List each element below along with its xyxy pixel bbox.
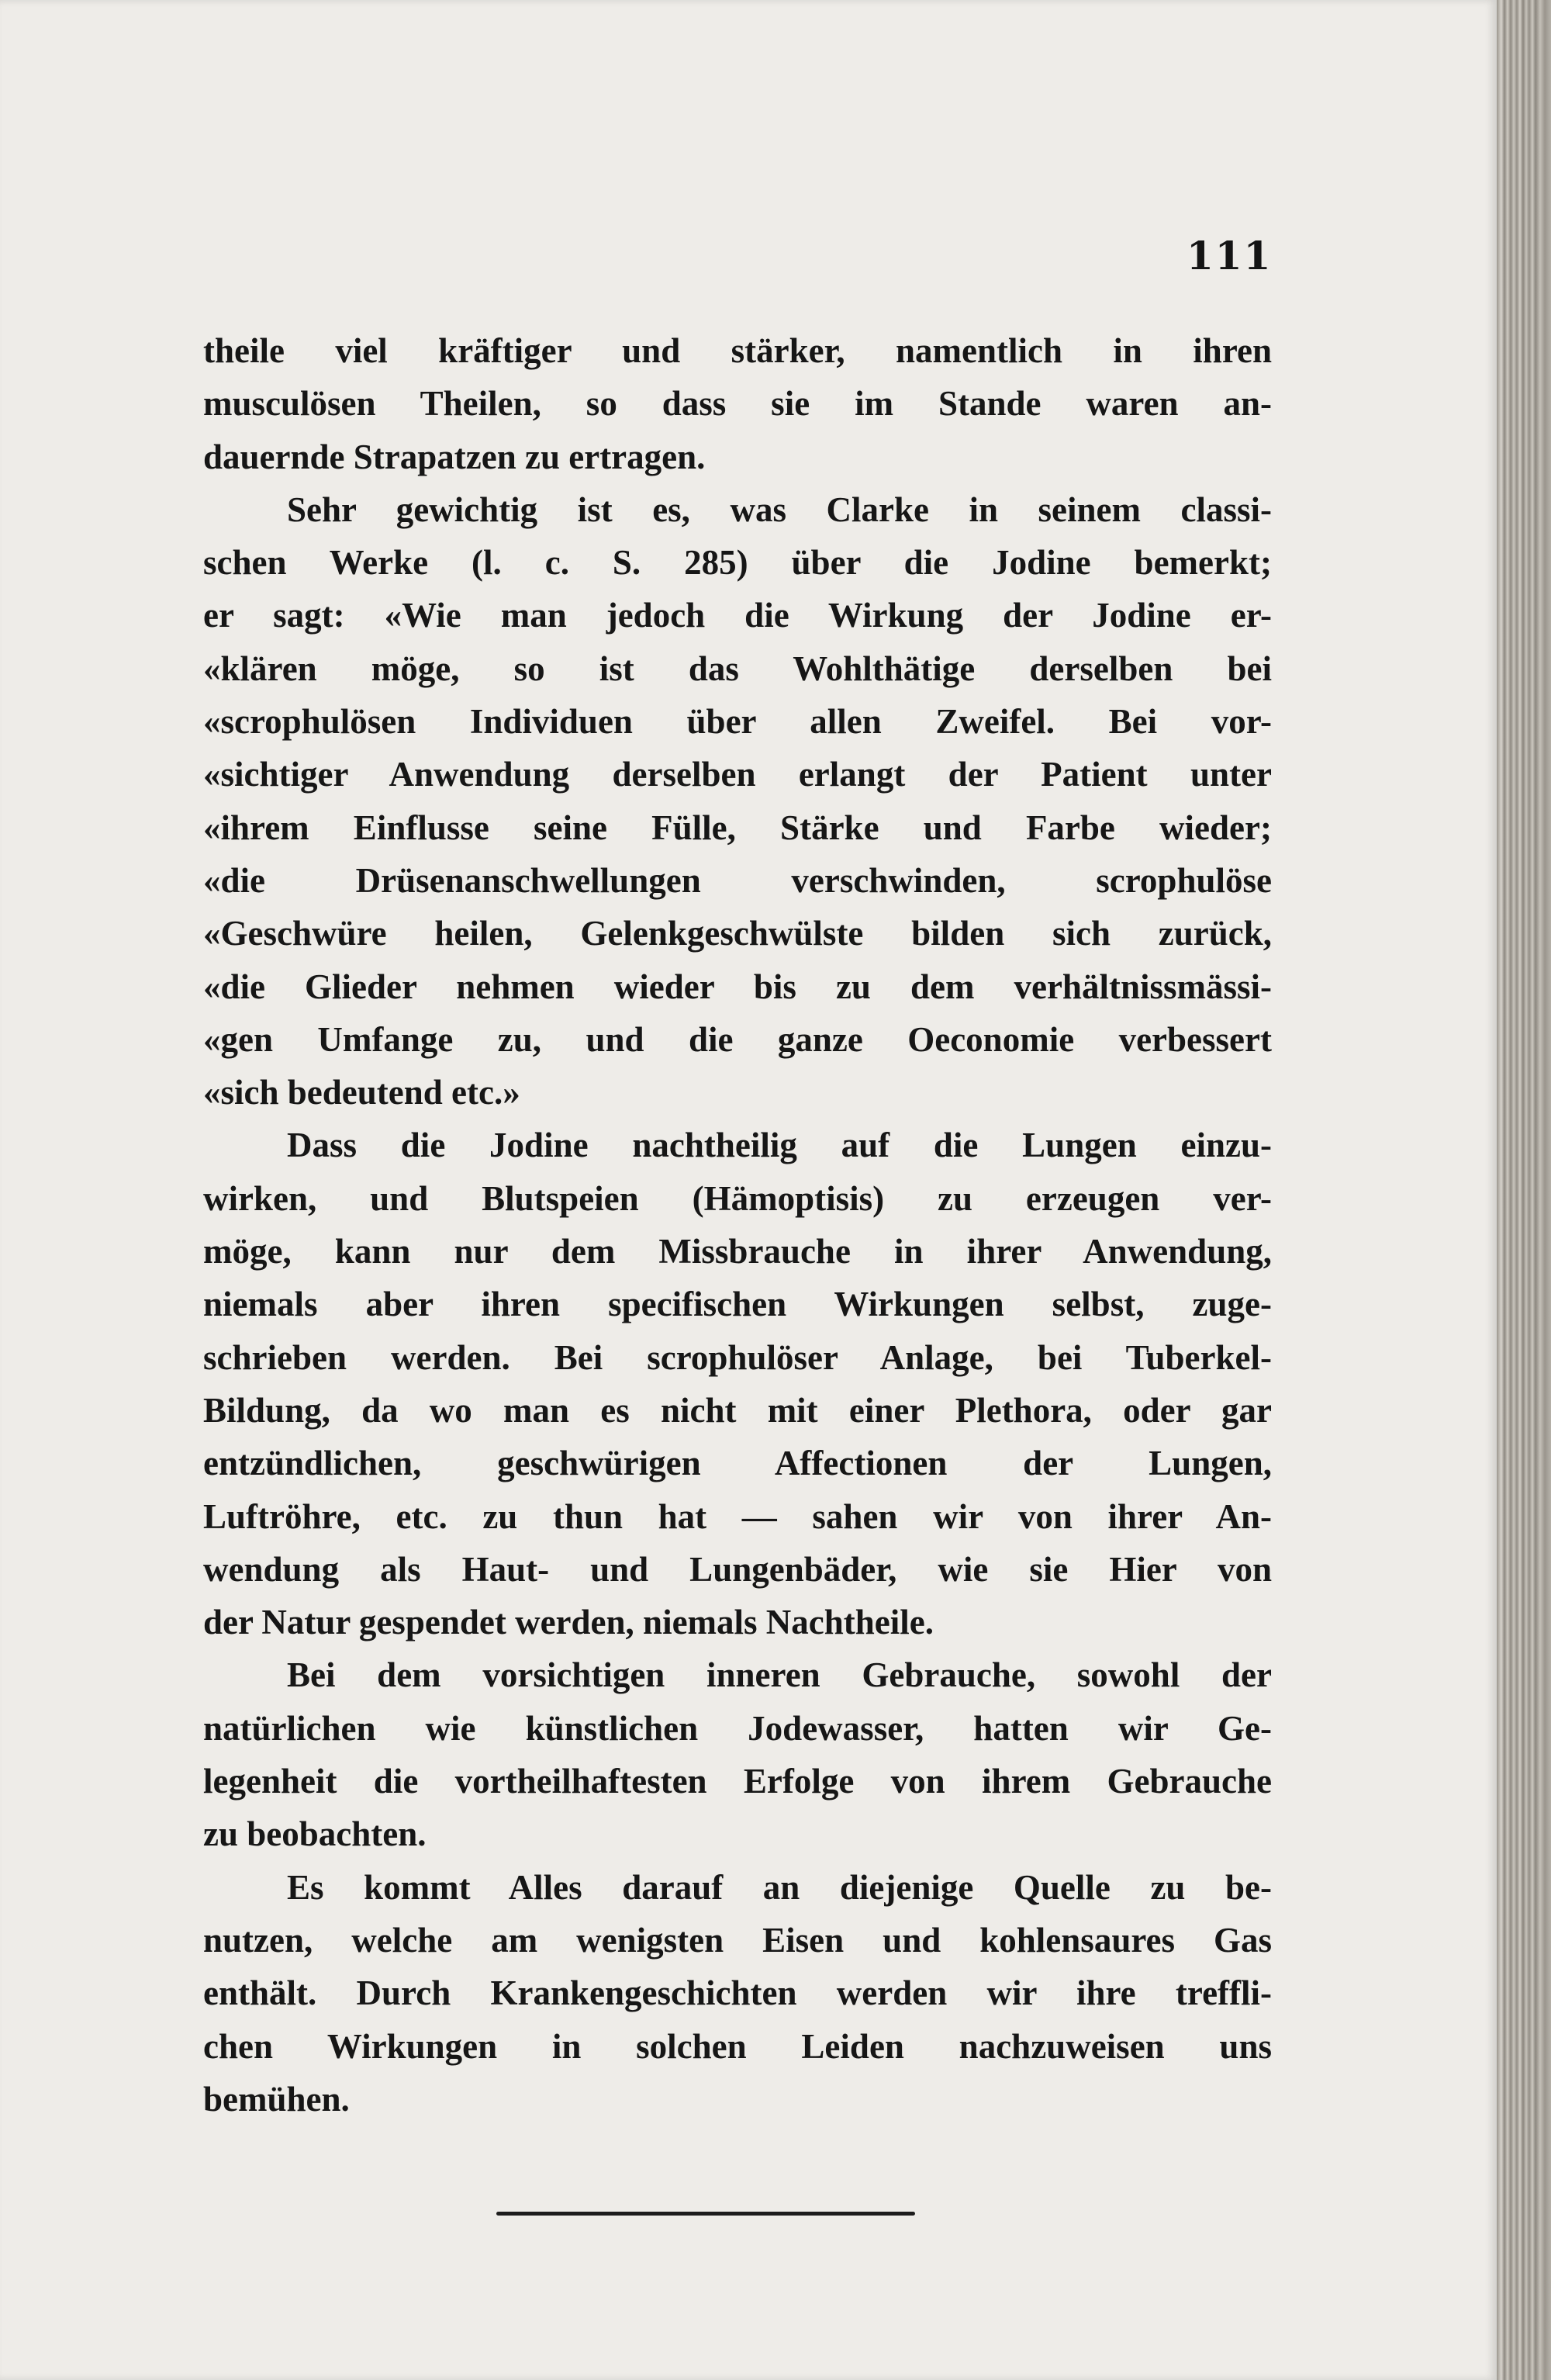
text-line: nutzen, welche am wenigsten Eisen und kohlensaures Gas: [203, 1920, 1272, 1960]
text-line: «sich bedeutend etc.»: [203, 1073, 520, 1112]
text-line: dauernde Strapatzen zu ertragen.: [203, 437, 706, 476]
text-line: er sagt: «Wie man jedoch die Wirkung der Jodine er-: [203, 596, 1272, 635]
text-line: Sehr gewichtig ist es, was Clarke in seinem classi-: [287, 489, 1272, 529]
book-edge: [1497, 0, 1551, 2380]
text-line: «klären möge, so ist das Wohlthätige derselben bei: [203, 649, 1272, 688]
text-line: der Natur gespendet werden, niemals Nachtheile.: [203, 1603, 934, 1642]
text-line: wirken, und Blutspeien (Hämoptisis) zu erzeugen ver-: [203, 1178, 1272, 1218]
closing-rule: [496, 2212, 915, 2216]
text-line: bemühen.: [203, 2079, 350, 2119]
text-line: entzündlichen, geschwürigen Affectionen der Lungen,: [203, 1444, 1272, 1483]
text-line: schrieben werden. Bei scrophulöser Anlage, bei Tuberkel-: [203, 1337, 1272, 1377]
text-line: «die Drüsenanschwellungen verschwinden, scrophulöse: [203, 860, 1272, 900]
text-line: Luftröhre, etc. zu thun hat — sahen wir von ihrer An-: [203, 1496, 1272, 1536]
text-line: schen Werke (l. c. S. 285) über die Jodine bemerkt;: [203, 543, 1272, 583]
text-line: «ihrem Einflusse seine Fülle, Stärke und Farbe wieder;: [203, 808, 1272, 847]
text-line: «scrophulösen Individuen über allen Zweifel. Bei vor-: [203, 702, 1272, 742]
text-line: musculösen Theilen, so dass sie im Stande waren an-: [203, 384, 1272, 424]
text-line: zu beobachten.: [203, 1814, 427, 1854]
text-line: möge, kann nur dem Missbrauche in ihrer Anwendung,: [203, 1232, 1272, 1271]
text-line: «sichtiger Anwendung derselben erlangt der Patient unter: [203, 755, 1272, 794]
text-line: legenheit die vortheilhaftesten Erfolge von ihrem Gebrauche: [203, 1762, 1272, 1801]
text-line: «die Glieder nehmen wieder bis zu dem verhältnissmässi-: [203, 967, 1272, 1006]
page-number: 111: [1187, 233, 1273, 278]
text-line: Bei dem vorsichtigen inneren Gebrauche, sowohl der: [287, 1655, 1272, 1695]
text-line: theile viel kräftiger und stärker, namentlich in ihren: [203, 331, 1272, 370]
text-line: enthält. Durch Krankengeschichten werden wir ihre treffli-: [203, 1974, 1272, 2013]
text-line: Bildung, da wo man es nicht mit einer Plethora, oder gar: [203, 1390, 1272, 1430]
text-line: wendung als Haut- und Lungenbäder, wie sie Hier von: [203, 1549, 1272, 1589]
text-line: chen Wirkungen in solchen Leiden nachzuweisen uns: [203, 2026, 1272, 2066]
text-line: Dass die Jodine nachtheilig auf die Lungen einzu-: [287, 1126, 1272, 1165]
text-line: «Geschwüre heilen, Gelenkgeschwülste bilden sich zurück,: [203, 914, 1272, 953]
text-line: niemals aber ihren specifischen Wirkungen selbst, zuge-: [203, 1285, 1272, 1324]
text-line: «gen Umfange zu, und die ganze Oeconomie verbessert: [203, 1019, 1272, 1059]
text-line: Es kommt Alles darauf an diejenige Quelle zu be-: [287, 1867, 1272, 1907]
text-line: natürlichen wie künstlichen Jodewasser, hatten wir Ge-: [203, 1708, 1272, 1748]
body-text: [203, 324, 1272, 2126]
